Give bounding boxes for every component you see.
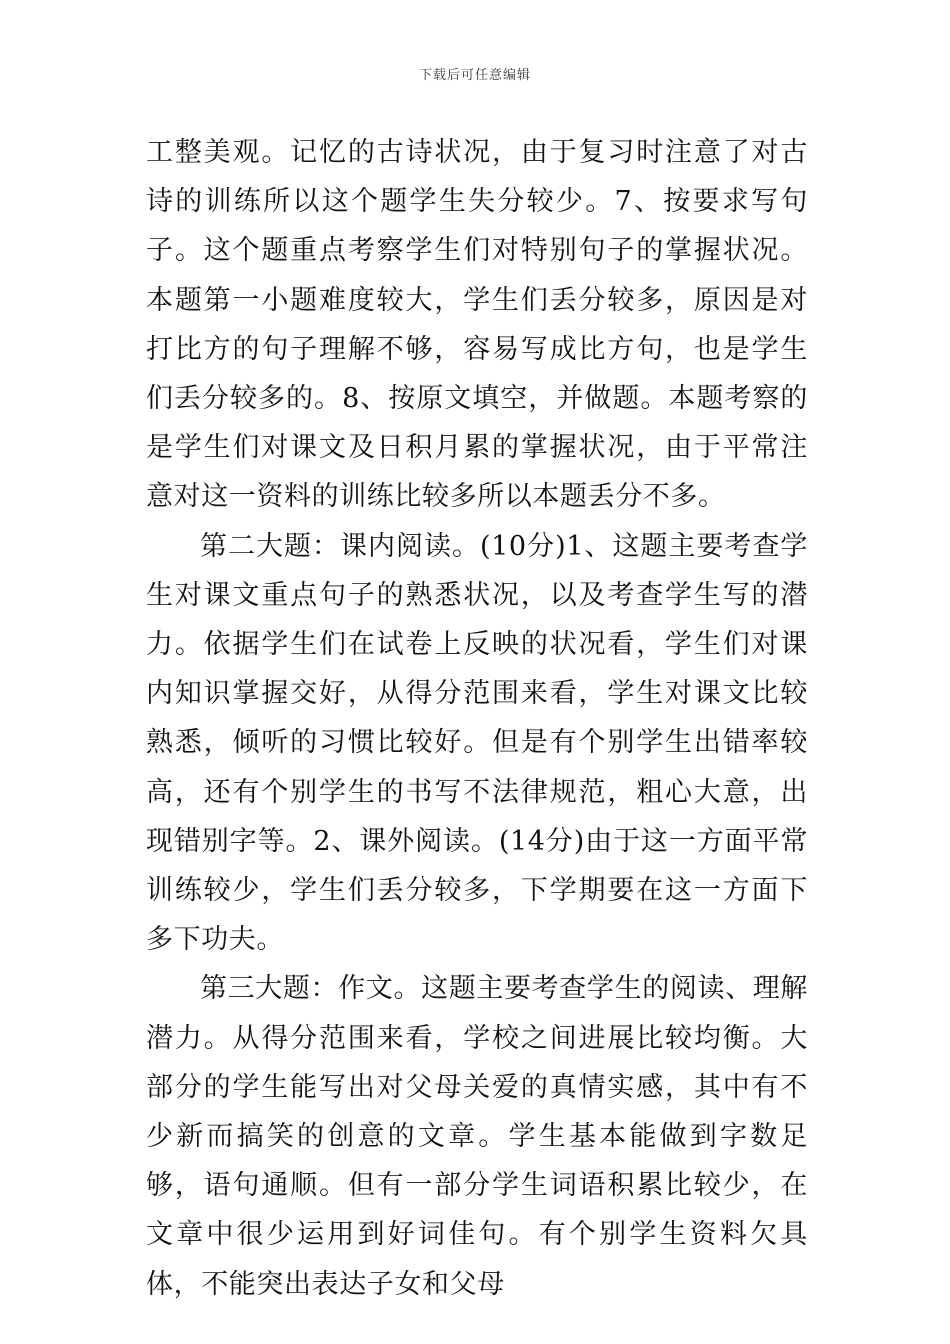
paragraph-2: 第二大题：课内阅读。(10分)1、这题主要考查学生对课文重点句子的熟悉状况，以及考查学生写的潜力。依据学生们在试卷上反映的状况看，学生们对课内知识掌握交好，从得分范围来看，学生对课文比较熟悉，倾听的习惯比较好。但是有个别学生出错率较高，还有个别学生的书写不法律规范，粗心大意，出现错别字等。2、课外阅读。(14分)由于这一方面平常训练较少，学生们丢分较多，下学期要在这一方面下多下功夫。: [146, 530, 808, 956]
document-body: [146, 128, 808, 1309]
paragraph-3: 第三大题：作文。这题主要考查学生的阅读、理解潜力。从得分范围来看，学校之间进展比较均衡。大部分的学生能写出对父母关爱的真情实感，其中有不少新而搞笑的创意的文章。学生基本能做到字数足够，语句通顺。但有一部分学生词语积累比较少，在文章中很少运用到好词佳句。有个别学生资料欠具体，不能突出表达子女和父母: [146, 973, 808, 1300]
paragraph-1: 工整美观。记忆的古诗状况，由于复习时注意了对古诗的训练所以这个题学生失分较少。7、按要求写句子。这个题重点考察学生们对特别句子的掌握状况。本题第一小题难度较大，学生们丢分较多，原因是对打比方的句子理解不够，容易写成比方句，也是学生们丢分较多的。8、按原文填空，并做题。本题考察的是学生们对课文及日积月累的掌握状况，由于平常注意对这一资料的训练比较多所以本题丢分不多。: [146, 137, 808, 513]
page-header: 下载后可任意编辑: [418, 68, 531, 83]
